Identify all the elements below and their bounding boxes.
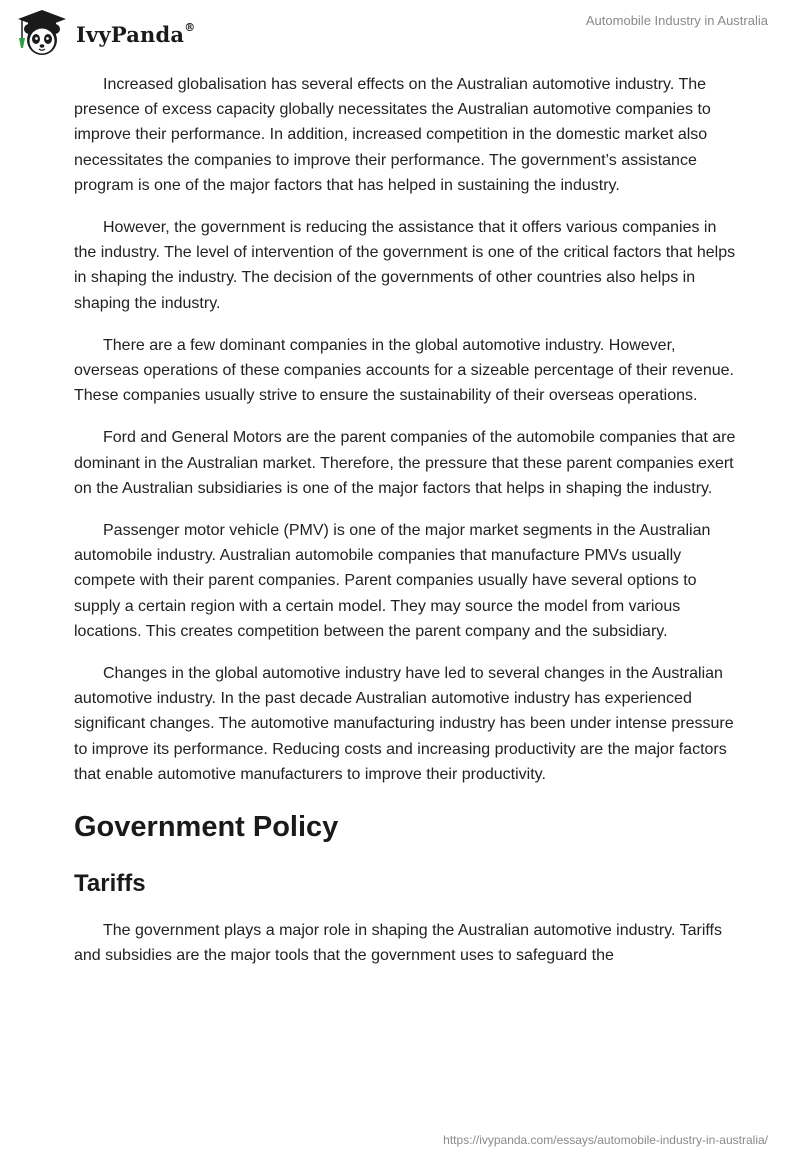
essay-body	[74, 72, 736, 985]
paragraph-pmv: Passenger motor vehicle (PMV) is one of the major market segments in the Australian automobile industry. Australian automobile companies that manufacture PMVs usually compete with their parent companies. Parent companies usually have several options to supply a certain region with a certain model. They may source the model from various locations. This creates competition between the parent company and the subsidiary.	[74, 522, 711, 640]
registered-mark: ®	[184, 20, 196, 34]
paragraph-government-assistance: However, the government is reducing the assistance that it offers various companies in the industry. The level of intervention of the government is one of the critical factors that helps in shaping the industry. The decision of the governments of other countries also helps in shaping the industry.	[74, 219, 736, 312]
paragraph-industry-changes: Changes in the global automotive industry have led to several changes in the Australian automotive industry. In the past decade Australian automotive industry has experienced significant changes. The automotive manufacturing industry has been under intense pressure to improve its performance. Reducing costs and increasing productivity are the major factors that enable automotive manufacturers to improve their productivity.	[74, 665, 734, 783]
brand-name: IvyPanda®	[76, 20, 196, 47]
section-heading-government-policy: Government Policy	[74, 811, 339, 844]
ivypanda-logo[interactable]	[14, 8, 195, 58]
paragraph-tariffs: The government plays a major role in shaping the Australian automotive industry. Tariffs and subsidies are the major tools that the government uses to safeguard the	[74, 922, 722, 965]
panda-graduate-icon	[14, 8, 70, 58]
paragraph-globalisation: Increased globalisation has several effects on the Australian automotive industry. The presence of excess capacity globally necessitates the Australian automotive companies to improve their performance. In addition, increased competition in the domestic market also necessitates the companies to improve their performance. The government’s assistance program is one of the major factors that has helped in sustaining the industry.	[74, 76, 711, 194]
paragraph-parent-companies: Ford and General Motors are the parent companies of the automobile companies that are dominant in the Australian market. Therefore, the pressure that these parent companies exert on the Australian subsidiaries is one of the major factors that helps in shaping the industry.	[74, 429, 736, 497]
document-title: Automobile Industry in Australia	[585, 13, 768, 28]
source-url[interactable]: https://ivypanda.com/essays/automobile-industry-in-australia/	[443, 1133, 768, 1147]
subsection-heading-tariffs: Tariffs	[74, 870, 146, 898]
paragraph-dominant-companies: There are a few dominant companies in the global automotive industry. However, overseas operations of these companies accounts for a sizeable percentage of their revenue. These companies usually strive to ensure the sustainability of their overseas operations.	[74, 336, 734, 405]
page-header	[0, 0, 800, 68]
